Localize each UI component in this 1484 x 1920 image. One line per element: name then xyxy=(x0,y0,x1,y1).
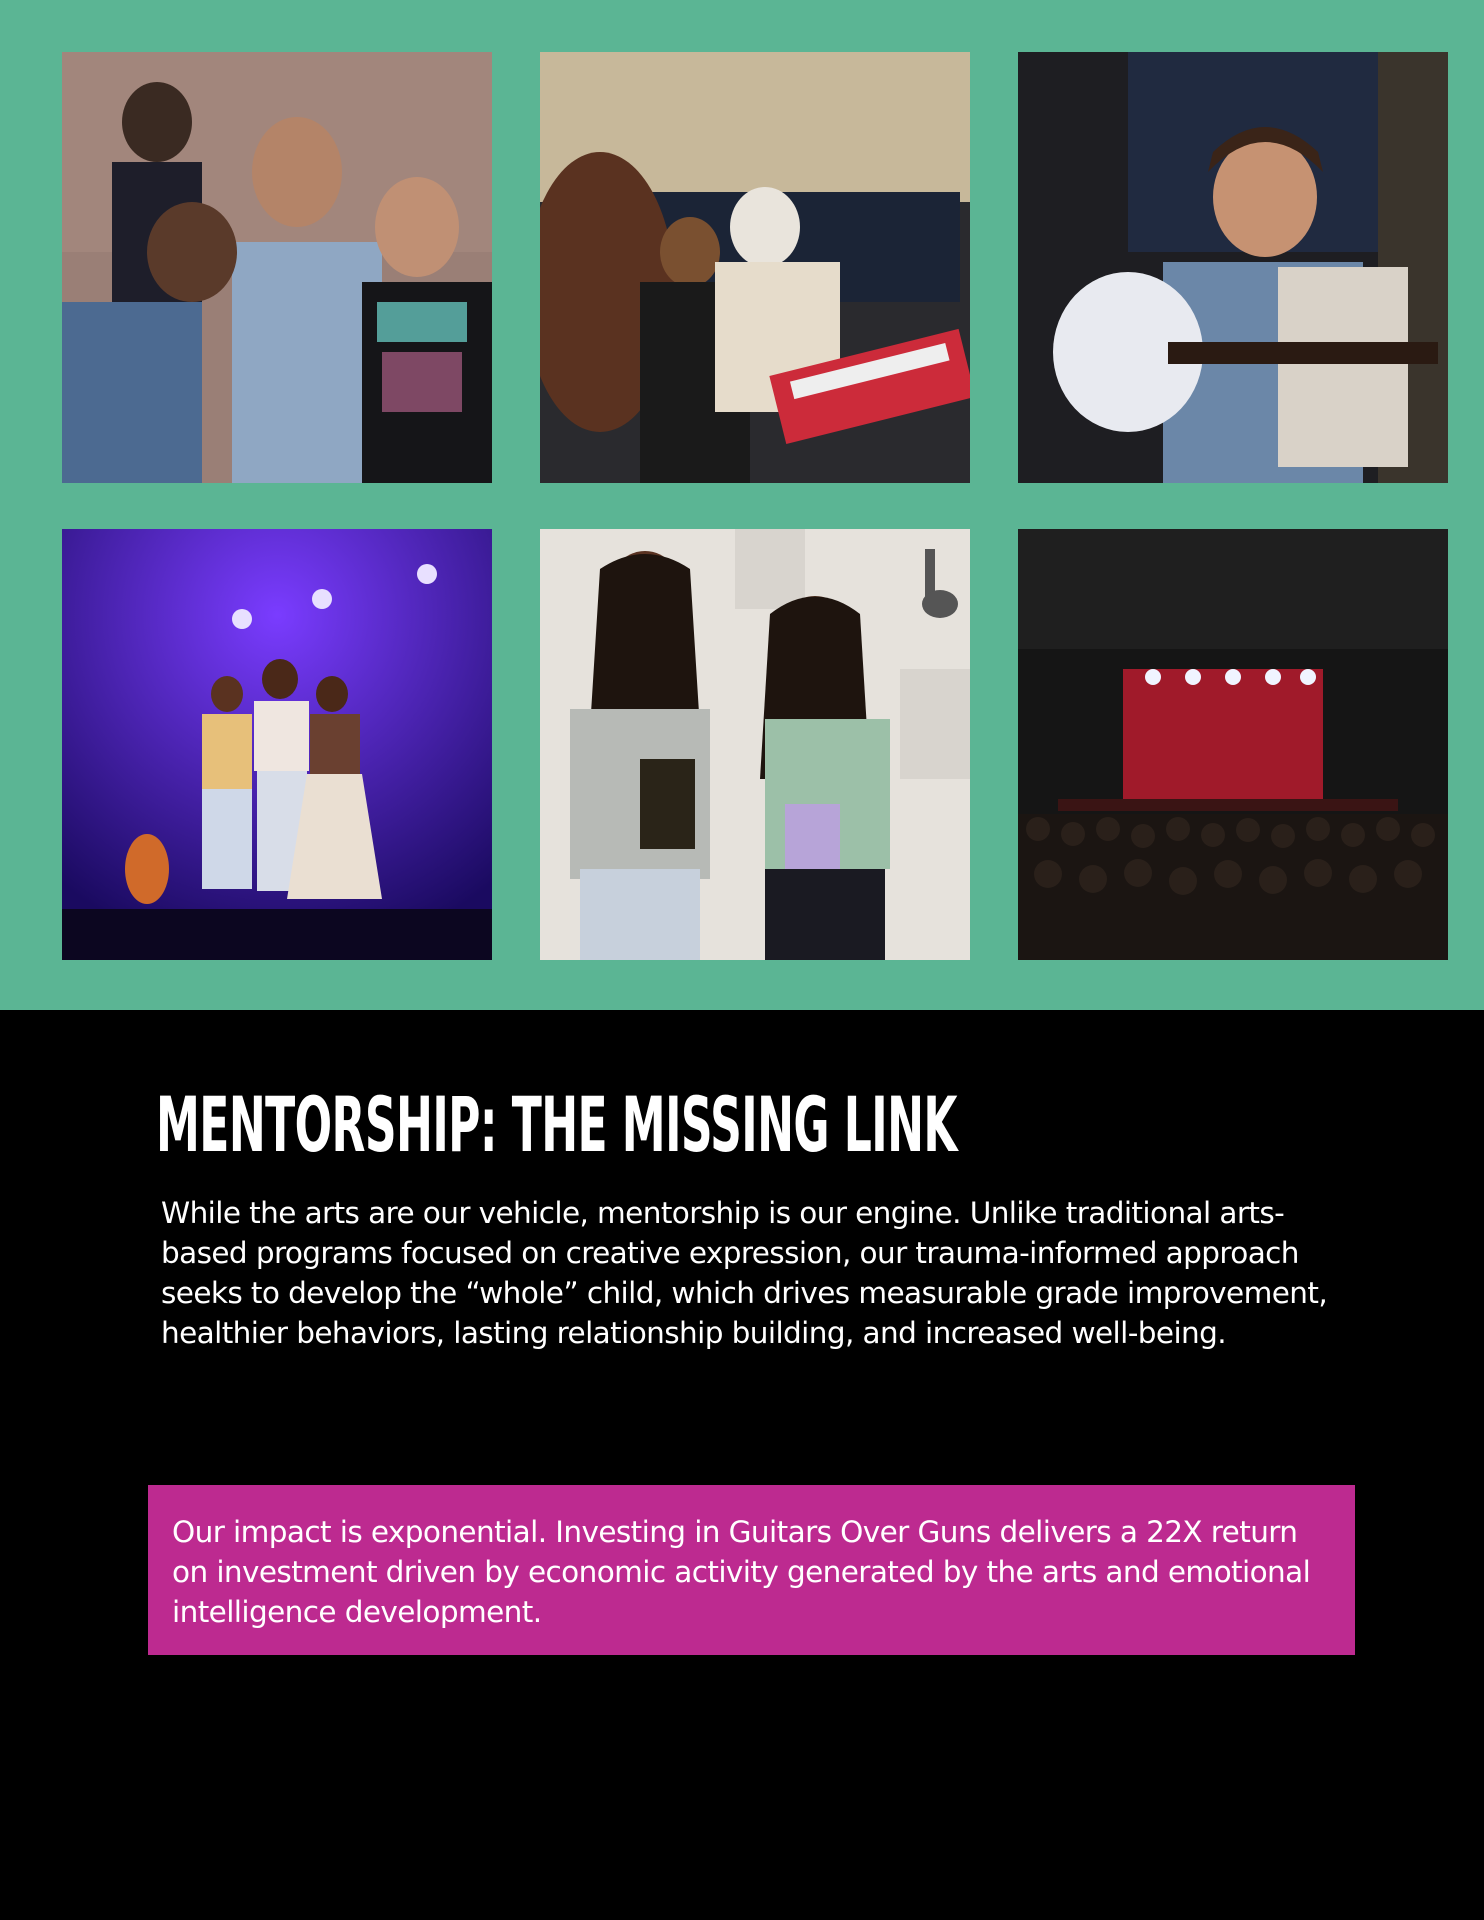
group-of-kids-photo xyxy=(62,52,492,483)
concert-audience-photo xyxy=(1018,529,1448,960)
studio-keyboard-photo xyxy=(540,52,970,483)
body-paragraph: While the arts are our vehicle, mentorship is our engine. Unlike traditional arts-based programs focused on creative expression, our trauma-informed approach seeks to develop the “whole” child, which drives measurable grade improvement, healthier behaviors, lasting relationship building, and increased well-being. xyxy=(161,1196,1328,1350)
boy-with-guitar-photo xyxy=(1018,52,1448,483)
impact-callout xyxy=(148,1485,1355,1655)
girls-with-books-photo xyxy=(540,529,970,960)
page-title: MENTORSHIP: THE MISSING LINK xyxy=(156,1080,957,1169)
stage-singers-photo xyxy=(62,529,492,960)
callout-text: Our impact is exponential. Investing in Guitars Over Guns delivers a 22X return on investment driven by economic activity generated by the arts and emotional intelligence development. xyxy=(172,1515,1311,1629)
